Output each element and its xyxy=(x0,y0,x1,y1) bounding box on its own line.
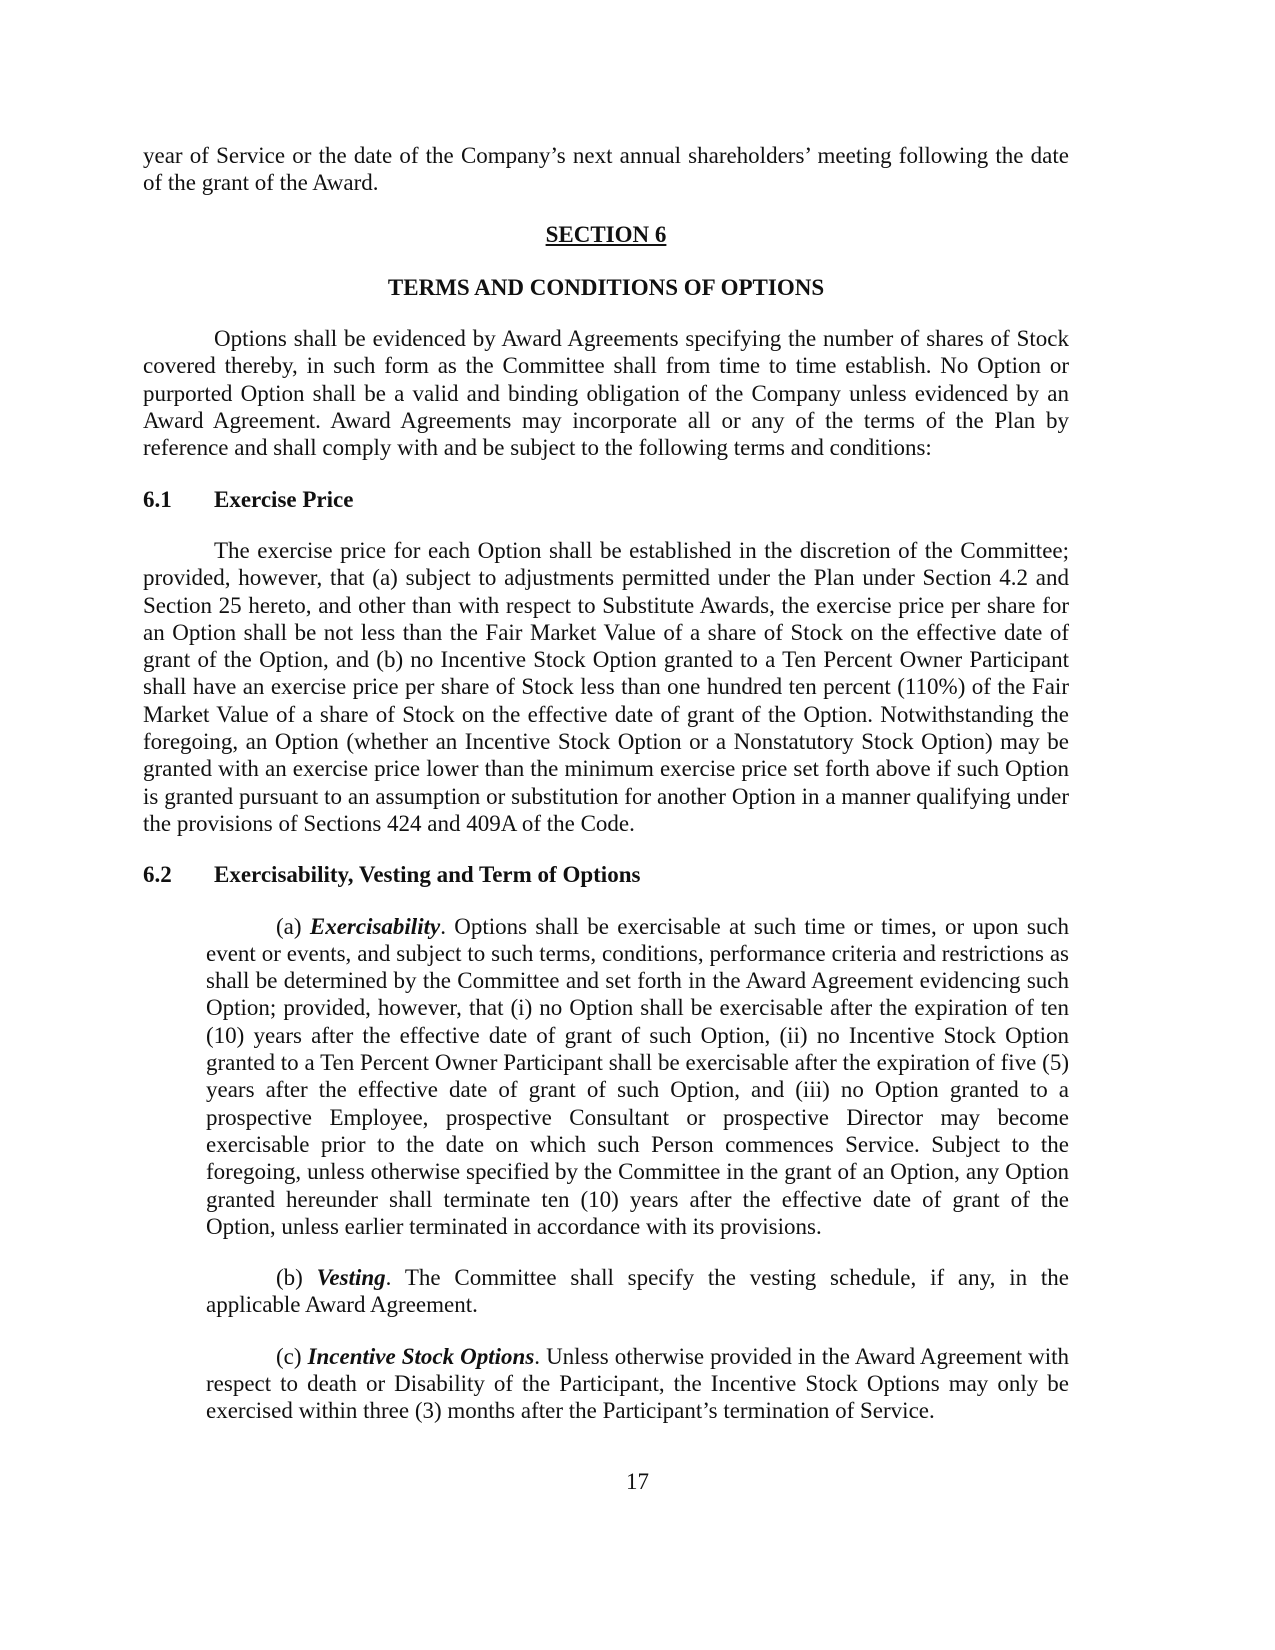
subsection-c-paragraph: (c) Incentive Stock Options. Unless otherwise provided in the Award Agreement with respect to death or Disability of the Participant, the Incentive Stock Options may only be exercised within three (3) months after the Participant’s termination of Service. xyxy=(206,1343,1070,1424)
subsection-label: (a) xyxy=(276,913,302,939)
section-title: SECTION 6 xyxy=(545,221,667,247)
subsection-label: (b) xyxy=(276,1265,303,1291)
exercise-price-paragraph: The exercise price for each Option shall be established in the discretion of the Committee; provided, however, that (a) subject to adjustments permitted under the Plan under Section 4.2 and Section 25 hereto, and other than with respect to Substitute Awards, the exercise price per share for an Option shall be not less than the Fair Market Value of a share of Stock on the effective date of grant of the Option, and (b) no Incentive Stock Option granted to a Ten Percent Owner Participant shall have an exercise price per share of Stock less than one hundred ten percent (110%) of the Fair Market Value of a share of Stock on the effective date of grant of the Option. Notwithstanding the foregoing, an Option (whether an Incentive Stock Option or a Nonstatutory Stock Option) may be granted with an exercise price lower than the minimum exercise price set forth above if such Option is granted pursuant to an assumption or substitution for another Option in a manner qualifying under the provisions of Sections 424 and 409A of the Code. xyxy=(143,537,1069,836)
subsection-a-paragraph: (a) Exercisability. Options shall be exercisable at such time or times, or upon such event or events, and subject to such terms, conditions, performance criteria and restrictions as shall be determined by the Committee and set forth in the Award Agreement evidencing such Option; provided, however, that (i) no Option shall be exercisable after the expiration of ten (10) years after the effective date of grant of such Option, (ii) no Incentive Stock Option granted to a Ten Percent Owner Participant shall be exercisable after the expiration of five (5) years after the effective date of grant of such Option, and (iii) no Option granted to a prospective Employee, prospective Consultant or prospective Director may become exercisable prior to the date on which such Person commences Service. Subject to the foregoing, unless otherwise specified by the Committee in the grant of an Option, any Option granted hereunder shall terminate ten (10) years after the effective date of grant of the Option, unless earlier terminated in accordance with its provisions. xyxy=(206,913,1069,1239)
page-number: 17 xyxy=(626,1469,649,1494)
subsection-a xyxy=(206,913,1069,1241)
subsection-title: Incentive Stock Options xyxy=(307,1343,535,1369)
subsection-body: Options shall be exercisable at such time or times, or upon such event or events, and subject to such terms, conditions, performance criteria and restrictions as shall be determined by the Committee and set forth in the Award Agreement evidencing such Option; provided, however, that (i) no Option shall be exercisable after the expiration of ten (10) years after the effective date of grant of such Option, (ii) no Incentive Stock Option granted to a Ten Percent Owner Participant shall be exercisable after the expiration of five (5) years after the effective date of grant of such Option, and (iii) no Option granted to a prospective Employee, prospective Consultant or prospective Director may become exercisable prior to the date on which such Person commences Service. Subject to the foregoing, unless otherwise specified by the Committee in the grant of an Option, any Option granted hereunder shall terminate ten (10) years after the effective date of grant of the Option, unless earlier terminated in accordance with its provisions. xyxy=(206,913,1069,1239)
section-intro-paragraph: Options shall be evidenced by Award Agreements specifying the number of shares of Stock covered thereby, in such form as the Committee shall from time to time establish. No Option or purported Option shall be a valid and binding obligation of the Company unless evidenced by an Award Agreement. Award Agreements may incorporate all or any of the terms of the Plan by reference and shall comply with and be subject to the following terms and conditions: xyxy=(143,326,1069,461)
heading-number: 6.1 xyxy=(143,486,172,512)
subsection-label: (c) xyxy=(276,1343,302,1369)
heading-number: 6.2 xyxy=(143,862,172,888)
subsection-title: Vesting xyxy=(316,1265,386,1291)
heading-title: Exercisability, Vesting and Term of Options xyxy=(214,862,641,888)
heading-title: Exercise Price xyxy=(214,486,354,512)
subsection-body: The Committee shall specify the vesting schedule, if any, in the applicable Award Agreement. xyxy=(206,1265,1069,1318)
subsection-body: Unless otherwise provided in the Award Agreement with respect to death or Disability of the Participant, the Incentive Stock Options may only be exercised within three (3) months after the Participant’s termination of Service. xyxy=(206,1343,1070,1424)
subsection-c xyxy=(206,1343,1069,1425)
subsection-b xyxy=(206,1264,1069,1319)
subsection-b-paragraph: (b) Vesting. The Committee shall specify the vesting schedule, if any, in the applicable Award Agreement. xyxy=(206,1265,1069,1318)
heading-6-1 xyxy=(143,486,1069,513)
section-subtitle: TERMS AND CONDITIONS OF OPTIONS xyxy=(387,274,825,300)
subsection-title: Exercisability xyxy=(309,913,441,939)
heading-6-2 xyxy=(143,861,1069,888)
intro-paragraph: year of Service or the date of the Company’s next annual shareholders’ meeting following the date of the grant of the Award. xyxy=(143,143,1069,196)
document-page xyxy=(143,142,1069,1425)
